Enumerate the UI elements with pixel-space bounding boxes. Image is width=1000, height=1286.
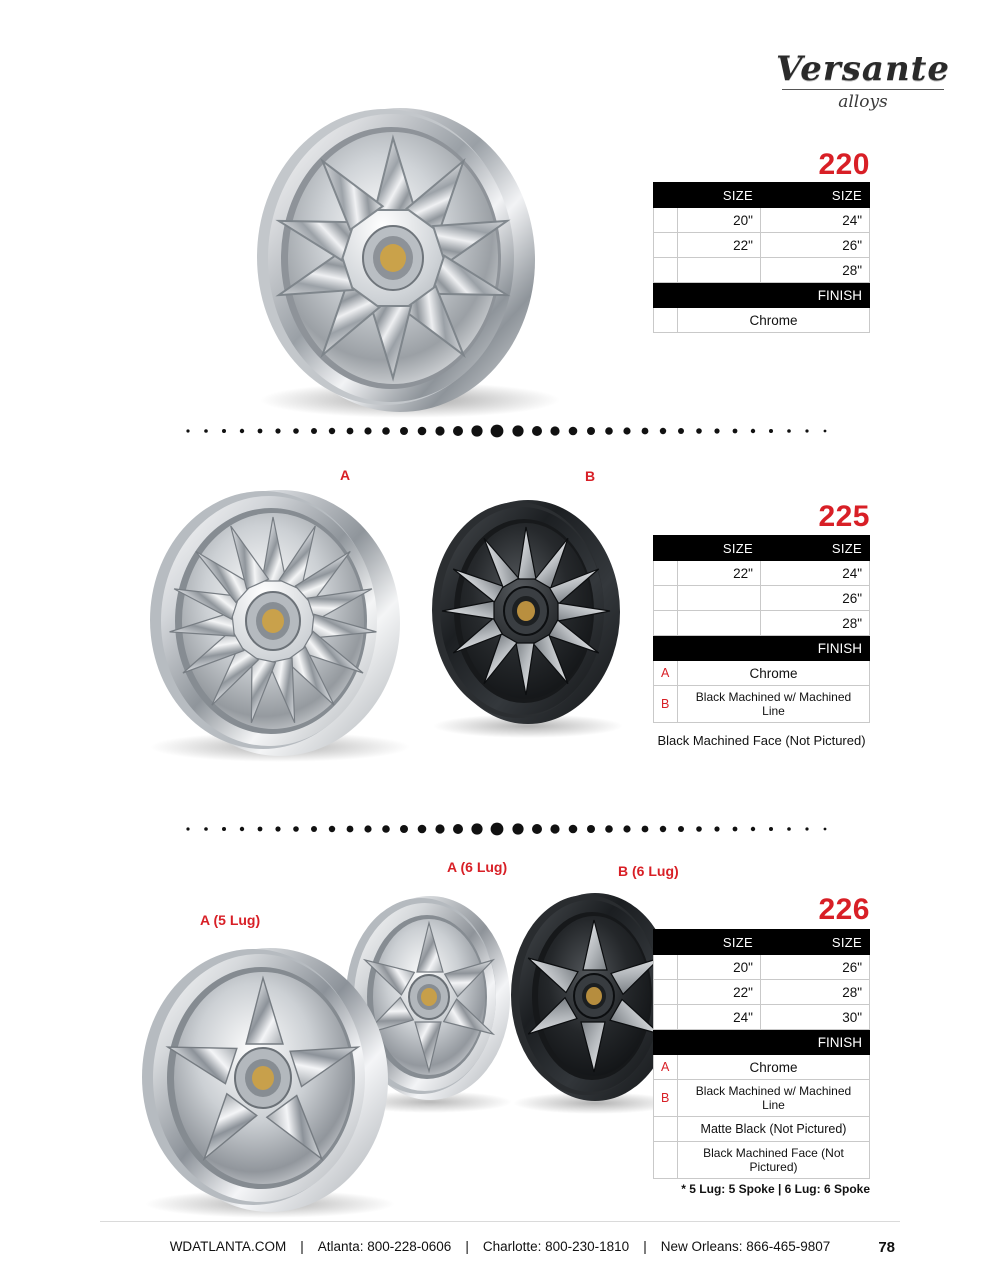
table-row bbox=[654, 611, 870, 636]
finish-row bbox=[654, 1055, 870, 1080]
product-section-226 bbox=[0, 845, 1000, 1195]
footer-sep-3: | bbox=[643, 1239, 647, 1254]
table-row bbox=[654, 233, 870, 258]
brand-subtitle: alloys bbox=[838, 92, 888, 112]
row-code bbox=[654, 955, 678, 980]
finish-label: Chrome bbox=[678, 661, 870, 686]
finish-blank-2 bbox=[678, 283, 761, 308]
finish-code bbox=[654, 1117, 678, 1142]
footer-sep-1: | bbox=[300, 1239, 304, 1254]
table-row bbox=[654, 955, 870, 980]
row-code bbox=[654, 1005, 678, 1030]
finish-label: Black Machined w/ Machined Line bbox=[678, 1080, 870, 1117]
finish-label: Matte Black (Not Pictured) bbox=[678, 1117, 870, 1142]
row-code bbox=[654, 258, 678, 283]
finish-header-label: FINISH bbox=[760, 283, 869, 308]
section-note-226: * 5 Lug: 5 Spoke | 6 Lug: 6 Spoke bbox=[681, 1182, 870, 1196]
footer-atlanta: Atlanta: 800-228-0606 bbox=[317, 1239, 452, 1254]
header-size-1: SIZE bbox=[678, 930, 761, 955]
product-section-225 bbox=[0, 455, 1000, 800]
footer-charlotte: Charlotte: 800-230-1810 bbox=[482, 1239, 630, 1254]
row-size-2: 28" bbox=[760, 258, 869, 283]
row-size-1 bbox=[678, 586, 761, 611]
table-row bbox=[654, 208, 870, 233]
finish-code: A bbox=[654, 1055, 678, 1080]
finish-header-label: FINISH bbox=[760, 636, 869, 661]
table-header-row bbox=[654, 930, 870, 955]
footer-sep-2: | bbox=[465, 1239, 469, 1254]
section-divider-1 bbox=[0, 420, 1000, 442]
footer-website[interactable]: WDATLANTA.COM bbox=[169, 1239, 287, 1254]
row-code bbox=[654, 561, 678, 586]
finish-code: B bbox=[654, 686, 678, 723]
row-size-2: 26" bbox=[760, 955, 869, 980]
wheel-image-220 bbox=[195, 95, 615, 425]
finish-row bbox=[654, 1080, 870, 1117]
spec-table-226 bbox=[653, 929, 870, 1179]
row-code bbox=[654, 208, 678, 233]
header-size-1: SIZE bbox=[678, 183, 761, 208]
row-size-2: 24" bbox=[760, 208, 869, 233]
header-blank bbox=[654, 183, 678, 208]
header-blank bbox=[654, 536, 678, 561]
finish-blank-1 bbox=[654, 1030, 678, 1055]
row-size-2: 24" bbox=[760, 561, 869, 586]
finish-label: Black Machined w/ Machined Line bbox=[678, 686, 870, 723]
header-size-2: SIZE bbox=[760, 536, 869, 561]
finish-blank-2 bbox=[678, 636, 761, 661]
section-note-225: Black Machined Face (Not Pictured) bbox=[657, 733, 866, 748]
row-size-2: 26" bbox=[760, 233, 869, 258]
finish-blank-1 bbox=[654, 283, 678, 308]
row-code bbox=[654, 233, 678, 258]
brand-name: Versante bbox=[775, 49, 951, 89]
row-size-1: 22" bbox=[678, 980, 761, 1005]
header-size-1: SIZE bbox=[678, 536, 761, 561]
wheel-label-226-a6: A (6 Lug) bbox=[447, 859, 508, 875]
header-size-2: SIZE bbox=[760, 183, 869, 208]
finish-label: Chrome bbox=[678, 308, 870, 333]
page-number: 78 bbox=[878, 1239, 895, 1256]
footer-divider bbox=[100, 1221, 900, 1222]
wheel-label-225-a: A bbox=[340, 467, 351, 483]
row-code bbox=[654, 586, 678, 611]
table-row bbox=[654, 980, 870, 1005]
row-code bbox=[654, 611, 678, 636]
page-footer bbox=[0, 1239, 1000, 1254]
row-size-2: 30" bbox=[760, 1005, 869, 1030]
row-size-1 bbox=[678, 258, 761, 283]
footer-neworleans: New Orleans: 866-465-9807 bbox=[660, 1239, 831, 1254]
wheel-label-226-a5: A (5 Lug) bbox=[200, 912, 261, 928]
row-size-1: 22" bbox=[678, 561, 761, 586]
finish-row bbox=[654, 1117, 870, 1142]
row-size-2: 28" bbox=[760, 611, 869, 636]
finish-row bbox=[654, 1142, 870, 1179]
spec-table-220 bbox=[653, 182, 870, 333]
product-section-220 bbox=[0, 100, 1000, 420]
row-size-1: 20" bbox=[678, 955, 761, 980]
row-size-1 bbox=[678, 611, 761, 636]
section-divider-2 bbox=[0, 818, 1000, 840]
wheel-image-225-a bbox=[105, 475, 445, 765]
finish-code bbox=[654, 308, 678, 333]
table-row bbox=[654, 258, 870, 283]
row-size-1: 24" bbox=[678, 1005, 761, 1030]
brand-divider bbox=[782, 89, 944, 90]
finish-row bbox=[654, 308, 870, 333]
wheel-label-226-b6: B (6 Lug) bbox=[618, 863, 679, 879]
finish-blank-2 bbox=[678, 1030, 761, 1055]
finish-header-row bbox=[654, 1030, 870, 1055]
finish-label: Black Machined Face (Not Pictured) bbox=[678, 1142, 870, 1179]
table-row bbox=[654, 586, 870, 611]
model-number-225: 225 bbox=[818, 500, 870, 533]
table-row bbox=[654, 1005, 870, 1030]
finish-blank-1 bbox=[654, 636, 678, 661]
header-size-2: SIZE bbox=[760, 930, 869, 955]
spec-table-225 bbox=[653, 535, 870, 723]
finish-code: B bbox=[654, 1080, 678, 1117]
table-row bbox=[654, 561, 870, 586]
finish-header-row bbox=[654, 636, 870, 661]
finish-header-row bbox=[654, 283, 870, 308]
table-header-row bbox=[654, 183, 870, 208]
finish-row bbox=[654, 661, 870, 686]
wheel-label-225-b: B bbox=[585, 468, 596, 484]
finish-row bbox=[654, 686, 870, 723]
finish-code: A bbox=[654, 661, 678, 686]
finish-label: Chrome bbox=[678, 1055, 870, 1080]
header-blank bbox=[654, 930, 678, 955]
finish-header-label: FINISH bbox=[760, 1030, 869, 1055]
model-number-226: 226 bbox=[818, 893, 870, 926]
table-header-row bbox=[654, 536, 870, 561]
row-size-1: 20" bbox=[678, 208, 761, 233]
row-size-2: 28" bbox=[760, 980, 869, 1005]
row-size-2: 26" bbox=[760, 586, 869, 611]
row-code bbox=[654, 980, 678, 1005]
row-size-1: 22" bbox=[678, 233, 761, 258]
wheel-image-226-a5 bbox=[100, 940, 430, 1220]
wheel-image-225-b bbox=[410, 490, 640, 740]
finish-code bbox=[654, 1142, 678, 1179]
model-number-220: 220 bbox=[818, 148, 870, 181]
